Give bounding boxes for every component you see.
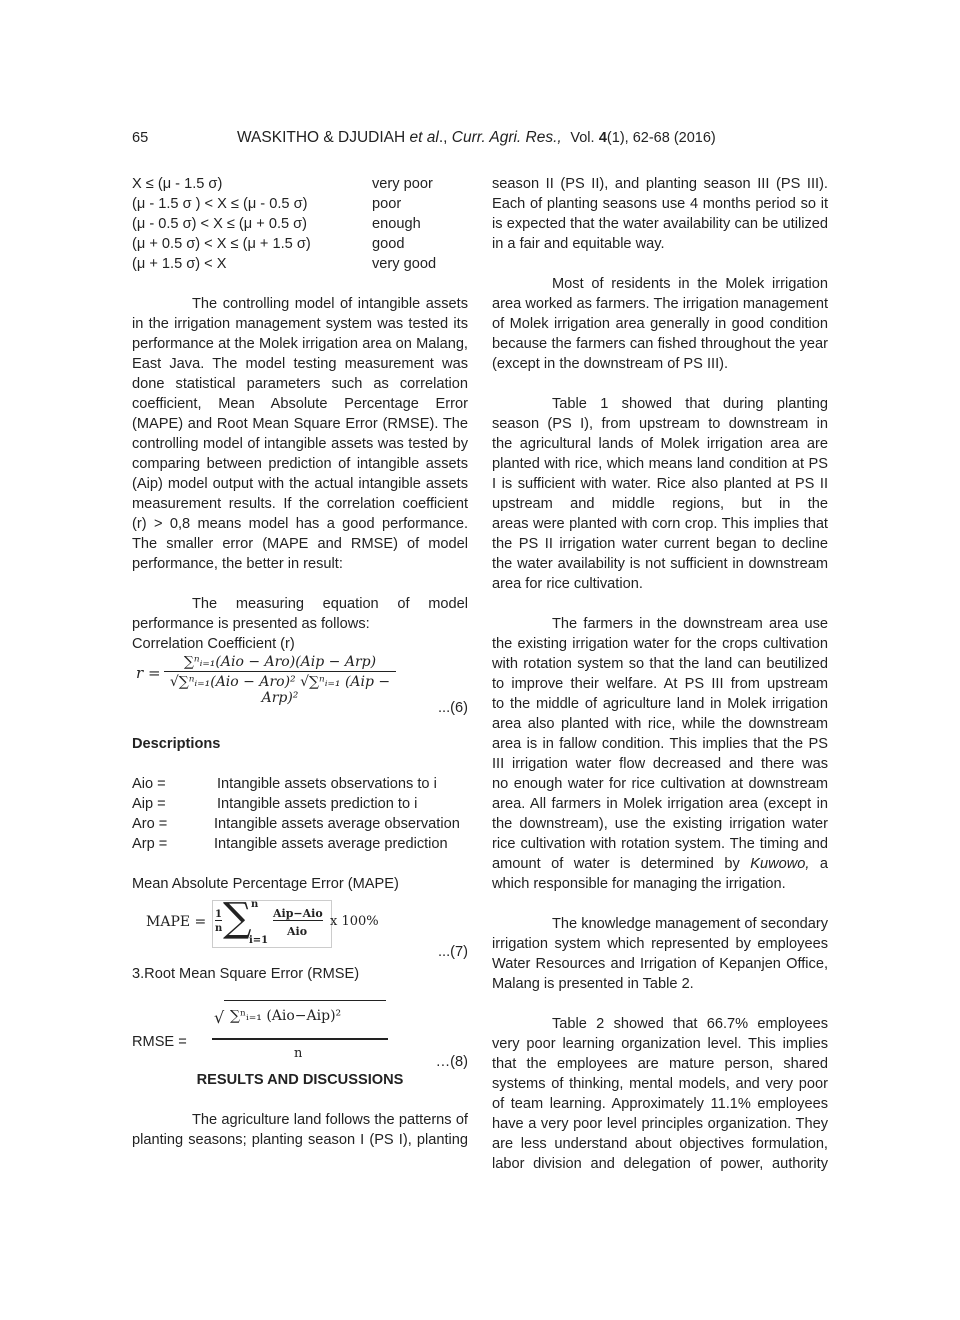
left-column [132,174,468,1150]
eq7-number: ...(7) [438,944,468,960]
definition-term: Arp = [132,836,168,852]
eq8-lhs: RMSE = [132,1034,187,1050]
eq6-denominator: √∑ⁿᵢ₌₁(Aio − Aro)² √∑ⁿᵢ₌₁ (Aip − Arp)² [169,674,391,706]
paragraph-line: in a fair and equitable way. [492,236,665,252]
paragraph-line: (except in the downstream of PS III). [492,356,729,372]
paragraph-line: area also planted with rice, while the downstream [492,716,828,732]
eq6-lhs: r = [136,664,161,682]
paragraph-line: which responsible for managing the irrigation. [492,876,786,892]
paragraph-line: is expected that the water availability can be utilized [492,216,828,232]
paragraph-line [492,854,828,874]
paragraph-line: Table 2 showed that 66.7% employees [552,1016,828,1032]
criteria-condition: (μ - 0.5 σ) < X ≤ (μ + 0.5 σ) [132,216,308,232]
definition-item [132,834,468,854]
paragraph-line: The smaller error (MAPE and RMSE) of model [132,536,468,552]
eq7-numerator: Aip−Aio [273,907,323,920]
paragraph-line: III irrigation water flow decreased and there was [492,756,828,772]
criteria-row [132,194,436,214]
paragraph-line: in the irrigation management system was tested its [132,316,468,332]
definition-text: Intangible assets observations to i [217,776,437,792]
paragraph-line: rice cultivation with rotation system. The timing and [492,836,828,852]
paragraph-line: the agricultural lands of Molek irrigation area are [492,436,828,452]
paragraph-line: (Aip) model output with the actual intangible assets [132,476,468,492]
equation-correlation [132,654,468,734]
equation-rmse [132,984,468,1074]
eq8-number: …(8) [435,1054,468,1070]
definitions-list [132,774,468,854]
definition-item [132,814,468,834]
paragraph-line: coefficient, Mean Absolute Percentage Error [132,396,468,412]
definition-item [132,794,468,814]
paragraph-downstream-farmers [492,614,828,894]
paragraph-line: done statistical parameters such as correlation [132,376,468,392]
paragraph-line: areas were planted with corn crop. This implies that [492,516,828,532]
paragraph-downstream-lines [492,614,828,854]
paragraph-line: the downstream), use the existing irrigation water [492,816,828,832]
paragraph-line: planting seasons; planting season I (PS I), planting [132,1132,468,1148]
paragraph-line: of Molek irrigation area generally in good condition [492,316,828,332]
paragraph-line: season (PS I), from upstream to downstream in [492,416,828,432]
eq7-denominator: Aio [287,925,308,938]
criteria-condition: (μ + 0.5 σ) < X ≤ (μ + 1.5 σ) [132,236,311,252]
criteria-condition: (μ - 1.5 σ ) < X ≤ (μ - 0.5 σ) [132,196,308,212]
paragraph-line: very poor learning organization level. This implies [492,1036,828,1052]
eq8-numerator: ∑ⁿᵢ₌₁ (Aio−Aip)² [230,1008,342,1024]
text-span: a [819,856,828,872]
criteria-condition: (μ + 1.5 σ) < X [132,256,227,272]
paragraph-line: (MAPE) and Root Mean Square Error (RMSE). The [132,416,468,432]
right-column [492,174,828,1174]
definition-text: Intangible assets prediction to i [217,796,418,812]
criteria-label: poor [372,196,402,212]
eq7-lhs: MAPE = [146,914,207,930]
paragraph-residents [492,274,828,374]
paragraph-knowledge-management [492,914,828,994]
eq7-lower: i=1 [249,935,269,946]
equation-mape [132,894,468,974]
paragraph-line: Most of residents in the Molek irrigation [552,276,828,292]
paragraph-line: controlling model of intangible assets was tested by [132,436,468,452]
definition-item [132,774,468,794]
descriptions-heading: Descriptions [132,736,221,752]
paragraph-line: to the middle of agriculture land in Molek irrigation [492,696,828,712]
kuwowo-italic: Kuwowo, [750,856,810,872]
results-heading: RESULTS AND DISCUSSIONS [196,1072,404,1088]
rmse-heading: 3.Root Mean Square Error (RMSE) [132,966,360,982]
eq7-sigma: ∑ [223,895,252,941]
mape-heading: Mean Absolute Percentage Error (MAPE) [132,876,399,892]
paragraph-line: upstream and middle regions, but in the [492,496,828,512]
paragraph-line: are less understand about objectives formulation, [492,1136,828,1152]
criteria-condition: X ≤ (μ - 1.5 σ) [132,176,223,192]
text-span: amount of water is determined by [492,856,751,872]
criteria-row [132,234,436,254]
eq6-numerator: ∑ⁿᵢ₌₁(Aio − Aro)(Aip − Arp) [164,654,396,672]
paragraph-line: that the employees are mature person, shared [492,1056,828,1072]
sqrt-icon: √ [214,1008,225,1027]
paragraph-line: season II (PS II), and planting season III (PS III). [492,176,828,192]
paragraph-line: because the farmers can fished throughout the year [492,336,828,352]
criteria-row [132,254,436,274]
paragraph-line: (r) > 0,8 means model has a good performance. [132,516,468,532]
paragraph-line: irrigation system which represented by employees [492,936,828,952]
eq7-upper: n [251,899,259,910]
criteria-label: enough [372,216,421,232]
paragraph-line: area. All farmers in Molek irrigation area (except in [492,796,828,812]
paragraph-line: Malang is presented in Table 2. [492,976,694,992]
paragraph-line: I is sufficient with water. Rice also planted at PS II [492,476,828,492]
header-vol-number: 4 [598,130,607,146]
paragraph-line: Table 1 showed that during planting [552,396,828,412]
definition-text: Intangible assets average prediction [214,836,448,852]
criteria-table [132,174,436,274]
paragraph-line: the water availability is not sufficient in downstream [492,556,828,572]
eq7-n: n [215,923,223,934]
definition-text: Intangible assets average observation [214,816,460,832]
eq8-fraction-line [212,998,388,1040]
paragraph-line: performance is presented as follows: [132,616,370,632]
running-header: WASKITHO & DJUDIAH et al., Curr. Agri. Res., Vol. 4(1), 62-68 (2016) [237,129,716,146]
paragraph-planting-seasons [492,174,828,254]
paragraph-line: area worked as farmers. The irrigation management [492,296,828,312]
paragraph-line: The farmers in the downstream area use [552,616,828,632]
paragraph-line: comparing between prediction of intangible assets [132,456,468,472]
header-issue-pages: (1), 62-68 (2016) [606,130,716,146]
definition-term: Aro = [132,816,168,832]
paragraph-line: planted with rice, which means land condition at PS [492,456,828,472]
paragraph-line: to improve their welfare. At PS III from upstream [492,676,828,692]
eq8-denominator: n [294,1046,303,1061]
paragraph-line: have a very poor level principles organization. They [492,1116,828,1132]
paragraph-line: East Java. The model testing measurement was [132,356,468,372]
paragraph-line: Water Resources and Irrigation of Kepanjen Office, [492,956,828,972]
criteria-row [132,174,436,194]
paragraph-line: area for rice cultivation. [492,576,643,592]
header-journal: Curr. Agri. Res., [451,129,562,146]
paragraph-line: with rotation system so that the land can beutilized [492,656,828,672]
paragraph-line: performance at the Molek irrigation area on Malang, [132,336,468,352]
paragraph-line: the PS II irrigation water current began to decline [492,536,828,552]
paragraph-line: performance, the better in result: [132,556,343,572]
correlation-heading: Correlation Coefficient (r) [132,636,295,652]
paragraph-line: labor division and delegation of power, authority [492,1156,828,1172]
paragraph-table2 [492,1014,828,1174]
header-authors: WASKITHO & DJUDIAH [237,129,406,146]
criteria-row [132,214,436,234]
paragraph-table1 [492,394,828,594]
definition-term: Aio = [132,776,166,792]
paragraph-line: the existing irrigation water for the crops cultivation [492,636,828,652]
paragraph-line: area is in fallow condition. This implies that the PS [492,736,828,752]
criteria-label: very good [372,256,437,272]
criteria-label: good [372,236,405,252]
paragraph-line: The agriculture land follows the patterns of [192,1112,468,1128]
paragraph-line: systems of thinking, mental models, and very poor [492,1076,828,1092]
paragraph-line: The knowledge management of secondary [552,916,828,932]
paragraph-line: no enough water for rice cultivation at downstream [492,776,828,792]
eq7-one: 1 [215,909,222,920]
eq6-number: ...(6) [438,700,468,716]
paragraph-line: The measuring equation of model [192,596,468,612]
definition-term: Aip = [132,796,166,812]
paragraph-line: of team learning. Approximately 11.1% employees [492,1096,828,1112]
paragraph-measuring-equation [132,594,468,634]
header-et-al: et al [409,129,439,146]
paragraph-line: measurement results. If the correlation coefficient [132,496,468,512]
page-number: 65 [132,130,149,146]
paragraph-agriculture-land [132,1110,468,1150]
eq7-times: x 100% [330,914,379,929]
header-vol-label: Vol. [570,130,595,146]
paragraph-model-testing [132,294,468,574]
paragraph-line: The controlling model of intangible assets [192,296,468,312]
eq7-box [212,895,332,948]
paragraph-line: Each of planting seasons use 4 months period so it [492,196,828,212]
criteria-label: very poor [372,176,433,192]
